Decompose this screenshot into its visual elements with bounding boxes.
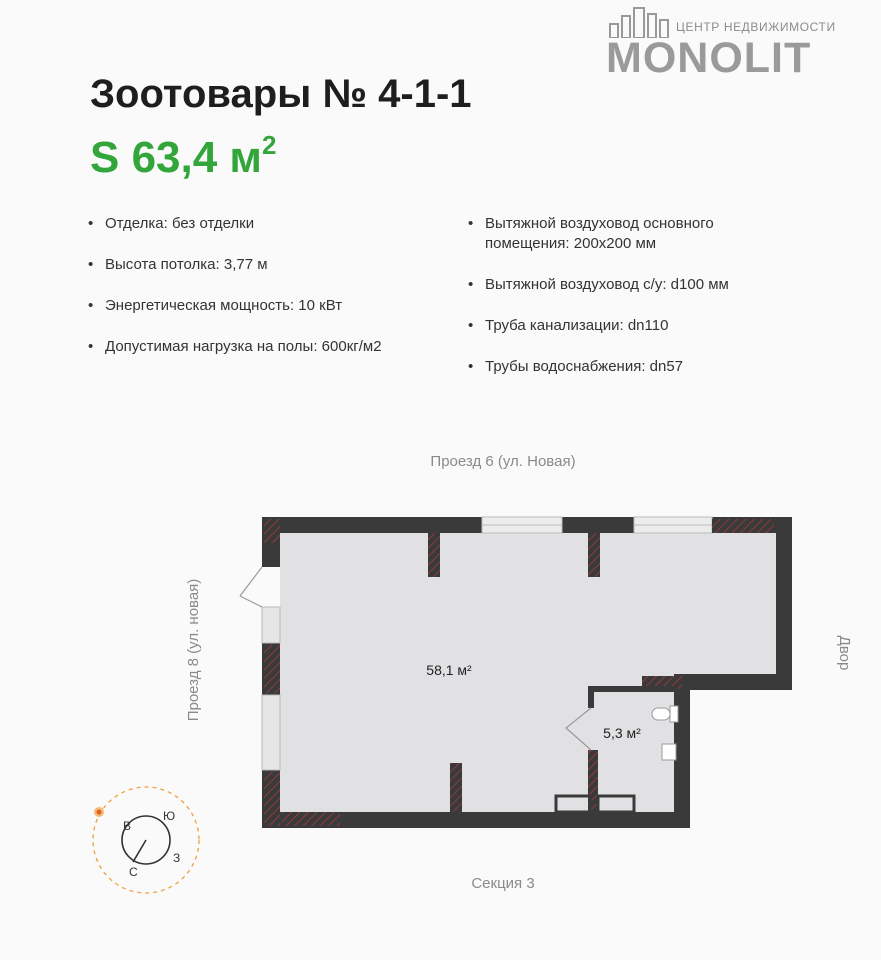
- spec-item: • Трубы водоснабжения: dn57: [468, 357, 778, 377]
- spec-item: • Отделка: без отделки: [88, 214, 388, 234]
- left-street-label: Проезд 8 (ул. новая): [185, 578, 202, 722]
- entrance-door: [240, 567, 262, 607]
- compass-icon: [93, 787, 199, 893]
- page-title: Зоотовары № 4-1-1: [90, 72, 472, 116]
- spec-item: • Энергетическая мощность: 10 кВт: [88, 296, 388, 316]
- compass-north: С: [129, 865, 138, 879]
- wc-room-area: 5,3 м²: [603, 725, 641, 741]
- spec-item: • Вытяжной воздуховод с/у: d100 мм: [468, 275, 778, 295]
- specs-list-left: [88, 214, 388, 378]
- sink-icon: [662, 744, 676, 760]
- spec-item: • Допустимая нагрузка на полы: 600кг/м2: [88, 337, 388, 357]
- compass-east: В: [123, 819, 132, 833]
- total-area-unit: 2: [261, 130, 277, 160]
- floor-plan: [0, 430, 881, 910]
- toilet-icon: [652, 706, 678, 722]
- logo-tagline: ЦЕНТР НЕДВИЖИМОСТИ: [676, 20, 836, 34]
- specs-list-right: [468, 214, 778, 398]
- top-street-label: Проезд 6 (ул. Новая): [430, 453, 576, 470]
- yard-label: Двор: [836, 635, 853, 671]
- total-area: [90, 130, 276, 183]
- section-label: Секция 3: [471, 875, 535, 892]
- compass-south: Ю: [163, 809, 176, 823]
- spec-item: • Высота потолка: 3,77 м: [88, 255, 388, 275]
- main-room-area: 58,1 м²: [426, 662, 472, 678]
- logo-brand: MONOLIT: [606, 34, 812, 82]
- brand-logo: [606, 6, 881, 82]
- spec-item: • Вытяжной воздуховод основного помещения: 200х200 мм: [468, 214, 778, 254]
- compass-west: З: [173, 851, 181, 865]
- floor-area: [280, 533, 776, 812]
- total-area-value: S 63,4 м: [90, 133, 262, 182]
- walls: [262, 517, 792, 828]
- spec-item: • Труба канализации: dn110: [468, 316, 778, 336]
